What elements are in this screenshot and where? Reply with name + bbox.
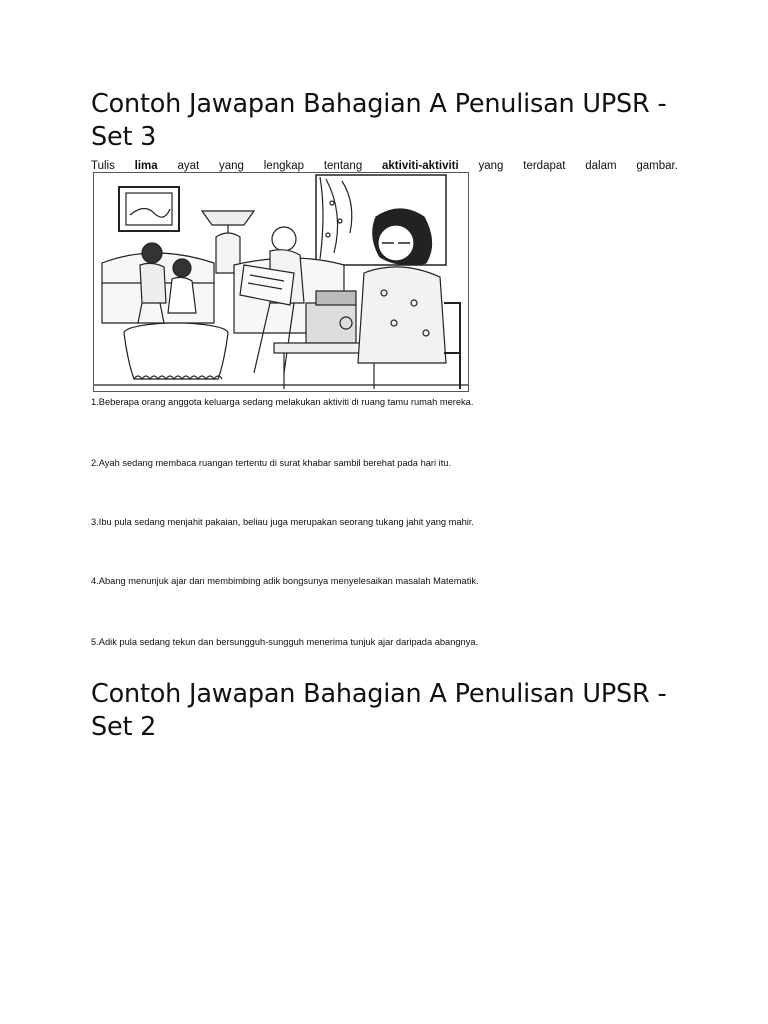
instruction-word: terdapat — [523, 160, 566, 172]
answer-1: 1.Beberapa orang anggota keluarga sedang melakukan aktiviti di ruang tamu rumah mereka. — [91, 397, 474, 407]
instruction-word: tentang — [323, 160, 363, 172]
set3-title: Contoh Jawapan Bahagian A Penulisan UPSR - Set 3 — [91, 89, 667, 152]
family-living-room-illustration — [93, 172, 469, 392]
instruction-word: yang — [219, 160, 244, 172]
instruction-word: lengkap — [263, 160, 305, 172]
answer-3: 3.Ibu pula sedang menjahit pakaian, beliau juga merupakan seorang tukang jahit yang mahir. — [91, 517, 474, 527]
instruction-word-bold: aktiviti-aktiviti — [382, 160, 459, 172]
answer-2: 2.Ayah sedang membaca ruangan tertentu di surat khabar sambil berehat pada hari itu. — [91, 458, 452, 468]
instruction-word: Tulis — [91, 160, 115, 172]
instruction-word: ayat — [177, 160, 200, 172]
answer-5: 5.Adik pula sedang tekun dan bersungguh-sungguh menerima tunjuk ajar daripada abangnya. — [91, 637, 479, 647]
instruction-word: yang — [478, 160, 504, 172]
instruction-word: dalam — [585, 160, 617, 172]
answer-4: 4.Abang menunjuk ajar dan membimbing adik bongsunya menyelesaikan masalah Matematik. — [91, 576, 479, 586]
instruction-word-bold: lima — [134, 160, 158, 172]
set2-title: Contoh Jawapan Bahagian A Penulisan UPSR - Set 2 — [91, 679, 667, 742]
instruction-word: gambar. — [636, 160, 678, 172]
